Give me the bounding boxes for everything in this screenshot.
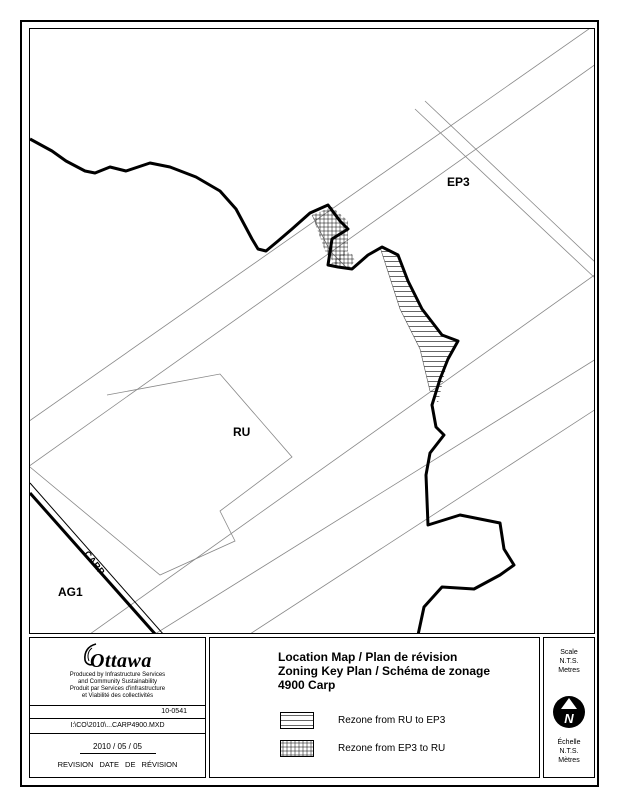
scale-unit-fr: Mètres: [558, 757, 580, 764]
scale-fr: [544, 738, 594, 765]
zone-label-ep3: EP3: [447, 175, 470, 189]
revision-date: 2010 / 05 / 05: [93, 742, 142, 751]
org-line-3: Produit par Services d'infrastructure: [69, 686, 166, 692]
scale-value-fr: N.T.S.: [559, 748, 579, 755]
revision-label: REVISION DATE DE RÉVISION: [57, 760, 178, 769]
org-line-2: and Community Sustainability: [77, 679, 158, 685]
legend-label-ru-to-ep3: Rezone from RU to EP3: [338, 715, 446, 726]
logo-wordmark: Ottawa: [90, 650, 152, 672]
svg-text:N: N: [564, 711, 574, 726]
map-title: [278, 650, 490, 692]
zone-label-ag1: AG1: [58, 585, 83, 599]
divider: [30, 718, 205, 719]
divider: [80, 753, 156, 754]
org-line-1: Produced by Infrastructure Services: [69, 672, 166, 678]
divider: [30, 733, 205, 734]
zone-label-ru: RU: [233, 425, 251, 439]
title-line-2: Zoning Key Plan / Schéma de zonage: [278, 664, 491, 678]
scale-en: [544, 648, 594, 675]
map-drawing: [30, 29, 595, 634]
map-area: [29, 28, 595, 634]
rezone-ru-to-ep3-area: [380, 247, 458, 403]
title-legend-panel: [209, 637, 540, 778]
title-line-3: 4900 Carp: [278, 678, 336, 692]
scale-label-fr: Échelle: [557, 739, 581, 746]
file-path: I:\CO\2010\...CARP4900.MXD: [70, 722, 165, 729]
parcel-lines: [30, 29, 595, 634]
legend-swatch-horizontal-hatch: [280, 712, 314, 729]
org-info-panel: [29, 637, 206, 778]
scale-unit: Metres: [558, 667, 580, 674]
legend-swatch-crosshatch: [280, 740, 314, 757]
scale-value: N.T.S.: [559, 658, 579, 665]
scale-label: Scale: [560, 649, 578, 656]
north-arrow-icon: [552, 695, 586, 729]
road-label-carp: CARP: [82, 549, 107, 577]
title-line-1: Location Map / Plan de révision: [278, 650, 458, 664]
file-number: 10-0541: [161, 708, 187, 715]
divider: [30, 705, 205, 706]
scale-panel: [543, 637, 595, 778]
org-line-4: et Viabilité des collectivités: [81, 693, 154, 699]
legend-label-ep3-to-ru: Rezone from EP3 to RU: [338, 743, 446, 754]
